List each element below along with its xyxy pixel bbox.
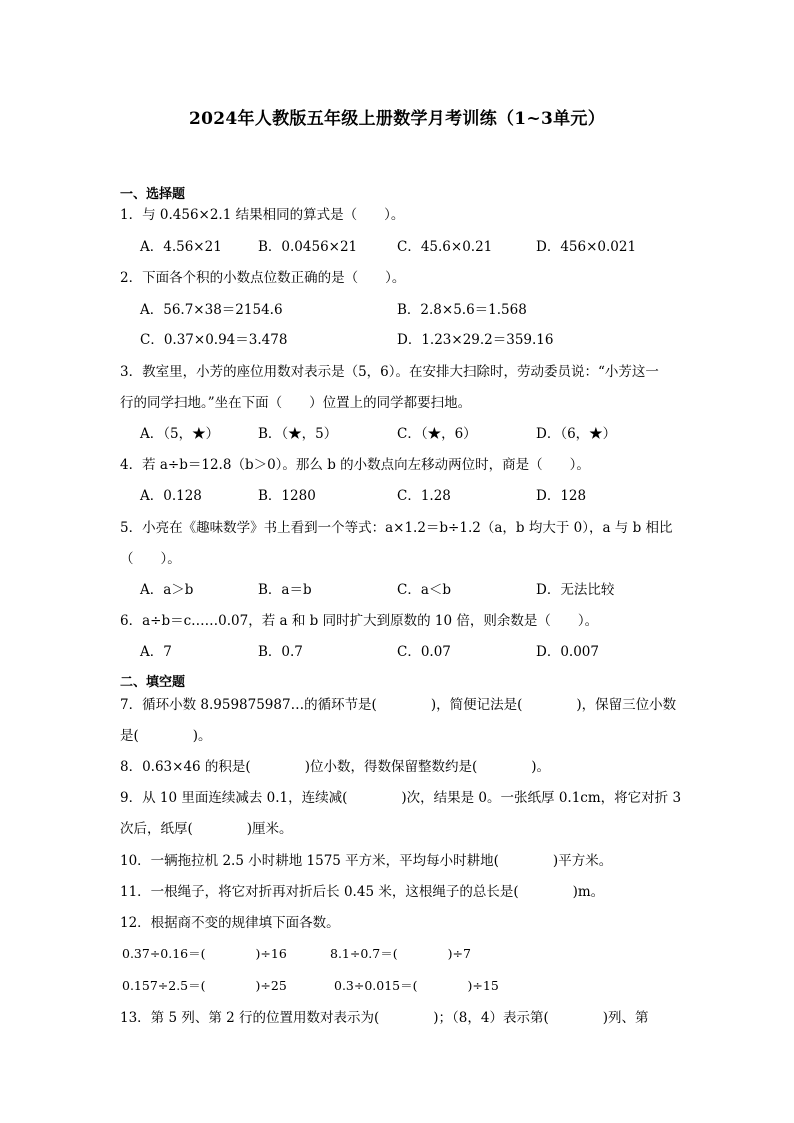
question-1-stem: 1．与 0.456×2.1 结果相同的算式是（ ）。	[120, 207, 405, 223]
question-13-stem: 13．第 5 列、第 2 行的位置用数对表示为( )；（8，4）表示第( )列、第	[120, 1010, 649, 1026]
question-5-line-1: 5．小亮在《趣味数学》书上看到一个等式：a×1.2＝b÷1.2（a，b 均大于 0），a 与 b 相比	[120, 520, 673, 536]
question-1-option-d[interactable]: D．456×0.021	[536, 239, 637, 255]
question-3-line-2: 行的同学扫地。”坐在下面（ ）位置上的同学都要扫地。	[120, 395, 472, 411]
section-heading-choice: 一、选择题	[120, 187, 186, 202]
question-12-item-4: 0.3÷0.015＝( )÷15	[334, 978, 499, 993]
question-12-item-1: 0.37÷0.16＝( )÷16	[122, 946, 287, 961]
question-6-option-a[interactable]: A．7	[140, 644, 172, 660]
question-4-option-b[interactable]: B．1280	[258, 488, 316, 504]
question-2-option-a[interactable]: A．56.7×38＝2154.6	[140, 302, 283, 318]
question-3-option-d[interactable]: D．（6，★）	[536, 426, 617, 442]
question-3-option-c[interactable]: C．（★，6）	[397, 426, 477, 442]
question-4-option-a[interactable]: A．0.128	[140, 488, 202, 504]
question-6-stem: 6．a÷b＝c……0.07，若 a 和 b 同时扩大到原数的 10 倍，则余数是（ ）。	[120, 613, 599, 629]
question-9-line-2: 次后，纸厚( )厘米。	[120, 821, 293, 837]
question-2-option-c[interactable]: C．0.37×0.94＝3.478	[140, 332, 288, 348]
question-2-stem: 2．下面各个积的小数点位数正确的是（ ）。	[120, 270, 406, 286]
question-5-option-a[interactable]: A．a＞b	[140, 582, 194, 598]
question-6-option-b[interactable]: B．0.7	[258, 644, 303, 660]
question-6-option-c[interactable]: C．0.07	[397, 644, 451, 660]
question-12-item-3: 0.157÷2.5＝( )÷25	[122, 978, 287, 993]
question-5-option-b[interactable]: B．a＝b	[258, 582, 312, 598]
question-1-option-b[interactable]: B．0.0456×21	[258, 239, 358, 255]
question-7-line-1: 7．循环小数 8.959875987…的循环节是( )，简便记法是( )，保留三位小数	[120, 697, 677, 713]
question-3-line-1: 3．教室里，小芳的座位用数对表示是（5，6）。在安排大扫除时，劳动委员说：“小芳这一	[120, 364, 659, 380]
question-2-option-b[interactable]: B．2.8×5.6＝1.568	[397, 302, 527, 318]
question-1-option-c[interactable]: C．45.6×0.21	[397, 239, 493, 255]
question-4-option-d[interactable]: D．128	[536, 488, 587, 504]
question-9-line-1: 9．从 10 里面连续减去 0.1，连续减( )次，结果是 0。一张纸厚 0.1cm，将它对折 3	[120, 790, 682, 806]
page-title: 2024年人教版五年级上册数学月考训练（1~3单元）	[188, 109, 605, 129]
question-6-option-d[interactable]: D．0.007	[536, 644, 599, 660]
question-8-stem: 8．0.63×46 的积是( )位小数，得数保留整数约是( )。	[120, 759, 550, 775]
section-heading-fill: 二、填空题	[120, 675, 186, 690]
question-12-item-2: 8.1÷0.7＝( )÷7	[330, 946, 471, 961]
question-4-option-c[interactable]: C．1.28	[397, 488, 451, 504]
question-5-option-c[interactable]: C．a＜b	[397, 582, 452, 598]
question-1-option-a[interactable]: A．4.56×21	[140, 239, 222, 255]
question-7-line-2: 是( )。	[120, 728, 212, 744]
question-5-option-d[interactable]: D．无法比较	[536, 582, 615, 598]
question-5-line-2: （ ）。	[120, 551, 181, 567]
question-11-stem: 11．一根绳子，将它对折再对折后长 0.45 米，这根绳子的总长是( )m。	[120, 884, 605, 900]
question-3-option-b[interactable]: B．（★，5）	[258, 426, 338, 442]
question-12-stem: 12．根据商不变的规律填下面各数。	[120, 915, 340, 931]
question-2-option-d[interactable]: D．1.23×29.2＝359.16	[397, 332, 554, 348]
question-4-stem: 4．若 a÷b＝12.8（b＞0）。那么 b 的小数点向左移动两位时，商是（ ）。	[120, 457, 590, 473]
question-10-stem: 10．一辆拖拉机 2.5 小时耕地 1575 平方米，平均每小时耕地( )平方米。	[120, 853, 613, 869]
question-3-option-a[interactable]: A．（5，★）	[140, 426, 220, 442]
